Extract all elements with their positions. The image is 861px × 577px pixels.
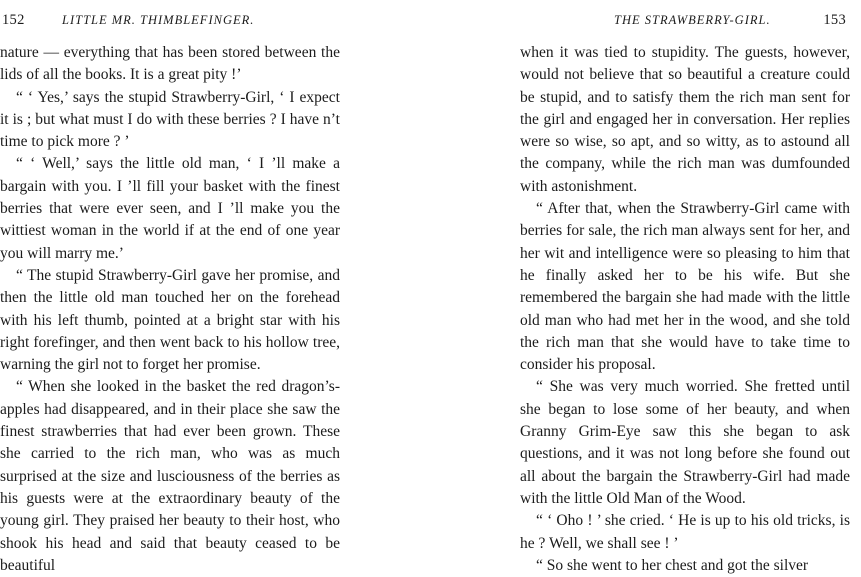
right-page	[520, 0, 850, 574]
running-head-left: LITTLE MR. THIMBLEFINGER.	[62, 13, 255, 27]
paragraph: “ After that, when the Strawberry-Girl came with berries for sale, the rich man always sent for her, and her wit and intelligence were so pleasing to him that he finally asked her to be his wife. But she remembered the bargain she had made with the little old man who had met her in the wood, and she told the rich man that she would have to take time to consider his proposal.	[520, 200, 850, 374]
paragraph: “ The stupid Strawberry-Girl gave her promise, and then the little old man touched her on the forehead with his left thumb, pointed at a bright star with his right forefinger, and then went back to his hollow tree, warning the girl not to forget her promise.	[0, 266, 340, 374]
paragraph: “ So she went to her chest and got the silver	[536, 556, 809, 574]
paragraph: nature — everything that has been stored between the lids of all the books. It is a great pity !’	[0, 44, 340, 84]
left-page	[0, 0, 340, 574]
running-head-right: THE STRAWBERRY-GIRL.	[614, 13, 771, 27]
page-number-right: 153	[823, 12, 846, 28]
paragraph: “ ‘ Oho ! ’ she cried. ‘ He is up to his old tricks, is he ? Well, we shall see ! ’	[520, 512, 850, 552]
page-number-left: 152	[2, 12, 25, 28]
paragraph: when it was tied to stupidity. The guests, however, would not believe that so beautiful a creature could be stupid, and to satisfy them the rich man sent for the girl and engaged her in conversation. Her replies were so wise, so apt, and so witty, as to astound all the company, while the rich man was dumfounded with astonishment.	[520, 44, 850, 195]
paragraph: “ ‘ Yes,’ says the stupid Strawberry-Girl, ‘ I expect it is ; but what must I do with these berries ? I have n’t time to pick more ? ’	[0, 88, 340, 151]
paragraph: “ She was very much worried. She fretted until she began to lose some of her beauty, and when Granny Grim-Eye saw this she began to ask questions, and it was not long before she found out all about the bargain the Strawberry-Girl had made with the little Old Man of the Wood.	[520, 378, 850, 507]
right-page-body	[520, 42, 850, 577]
paragraph: “ ‘ Well,’ says the little old man, ‘ I ’ll make a bargain with you. I ’ll fill your basket with the finest berries that were ever seen, and I ’ll make you the wittiest woman in the world if at the end of one year you will marry me.’	[0, 155, 340, 262]
left-page-body	[0, 42, 340, 577]
paragraph: “ When she looked in the basket the red dragon’s-apples had disappeared, and in their place she saw the finest strawberries that had ever been grown. These she carried to the rich man, who was as much surprised at the size and lusciousness of the berries as his guests were at the extraordinary beauty of the young girl. They praised her beauty to their host, who shook his head and said that beauty ceased to be beautiful	[0, 378, 340, 574]
